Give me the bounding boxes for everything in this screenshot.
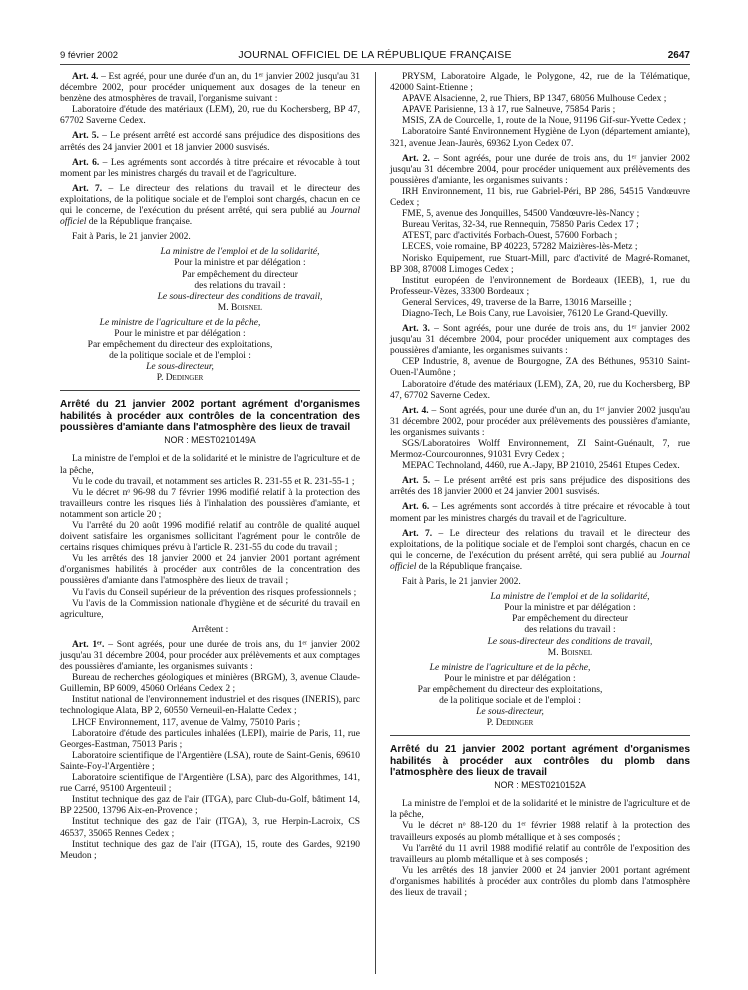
left-column	[60, 72, 360, 862]
org-entry: LECES, voie romaine, BP 40223, 57282 Maizières-lès-Metz ;	[402, 242, 638, 253]
visa: Vu les arrêtés des 18 janvier 2000 et 24 janvier 2001 portant agrément d'organismes habilités à procéder aux contrôles du plomb dans l'atmosphère des lieux de travail ;	[390, 865, 690, 898]
article-2: Art. 2. – Sont agréés, pour une durée de trois ans, du 1ᵉʳ janvier 2002 jusqu'au 31 décembre 2004, pour procéder uniquement aux prélèvements des poussières d'amiante, les organismes suivants :	[390, 153, 690, 186]
visa: Vu le décret nᵒ 96-98 du 7 février 1996 modifié relatif à la protection des travailleurs contre les risques liés à l'inhalation des poussières d'amiante, et notamment son article 20 ;	[60, 487, 360, 520]
org-entry: Laboratoire scientifique de l'Argentière (LSA), route de Saint-Genis, 69610 Sainte-Foy-l'Argentière ;	[60, 750, 360, 772]
org-entry: Laboratoire d'étude des matériaux (LEM), ZA, 20, rue du Kochersberg, BP 47, 67702 Saverne Cedex.	[390, 379, 690, 401]
right-column	[390, 72, 690, 899]
page-number: 2647	[667, 50, 690, 61]
org-entry: APAVE Alsacienne, 2, rue Thiers, BP 1347, 68056 Mulhouse Cedex ;	[402, 94, 667, 105]
signature-date: Fait à Paris, le 21 janvier 2002.	[72, 232, 191, 243]
article-7: Art. 7. – Le directeur des relations du travail et le directeur des exploitations, de la politique sociale et de l'emploi sont chargés, chacun en ce qui le concerne, de l'exécution du présent arrêté, qui sera publié au Journal officiel de la République française.	[60, 183, 361, 228]
org-entry: SGS/Laboratoires Wolff Environnement, ZI Saint-Guénault, 7, rue Mermoz-Courcouronnes, 91031 Evry Cedex ;	[390, 439, 690, 461]
article-4: Art. 4. – Sont agréés, pour une durée d'un an, du 1ᵉʳ janvier 2002 jusqu'au 31 décembre 2002, pour procéder aux prélèvements des poussières d'amiante, les organismes suivants :	[390, 405, 691, 438]
signature-block-labour: La ministre de l'emploi et de la solidarité, Pour la ministre et par délégation : Par empêchement du directeur des relations du travail : Le sous-directeur des conditions de travail, M. Boisnel	[487, 592, 653, 658]
article-4: Art. 4. – Est agréé, pour une durée d'un an, du 1ᵉʳ janvier 2002 jusqu'au 31 décembre 2002, pour procéder uniquement aux dosages de la teneur en benzène des atmosphères de travail, l'organisme suivant :	[60, 72, 361, 105]
section-rule	[390, 735, 690, 736]
org-entry: MEPAC Technoland, 4460, rue A.-Japy, BP 21010, 25461 Etupes Cedex.	[402, 461, 680, 472]
section-rule	[60, 390, 360, 391]
signature-date: Fait à Paris, le 21 janvier 2002.	[402, 577, 521, 588]
visa: La ministre de l'emploi et de la solidarité et le ministre de l'agriculture et de la pêche,	[390, 799, 690, 821]
org-entry: Laboratoire scientifique de l'Argentière (LSA), parc des Algorithmes, 141, rue Carré, 95100 Argenteuil ;	[60, 773, 360, 795]
visa: Vu les arrêtés des 18 janvier 2000 et 24 janvier 2001 portant agrément d'organismes habilités à procéder aux contrôles de la concentration des poussières d'amiante dans l'atmosphère des lieux de travail ;	[60, 554, 360, 587]
issue-date: 9 février 2002	[60, 50, 119, 61]
org-entry: Bureau Veritas, 32-34, rue Rennequin, 75850 Paris Cedex 17 ;	[402, 220, 639, 231]
org-entry: Institut technique des gaz de l'air (ITGA), 3, rue Herpin-Lacroix, CS 46537, 35065 Rennes Cedex ;	[60, 817, 360, 839]
org-entry: Institut national de l'environnement industriel et des risques (INERIS), parc technologique Alata, BP 2, 60550 Verneuil-en-Halatte Cedex ;	[60, 695, 360, 717]
signature-block-labour: La ministre de l'emploi et de la solidarité, Pour la ministre et par délégation : Par empêchement du directeur des relations du travail : Le sous-directeur des conditions de travail, M. Boisnel	[157, 247, 323, 313]
org-entry: Laboratoire d'étude des matériaux (LEM), 20, rue du Kochersberg, BP 47, 67702 Saverne Cedex.	[60, 105, 360, 127]
org-entry: LHCF Environnement, 117, avenue de Valmy, 75010 Paris ;	[72, 717, 301, 728]
org-entry: MSIS, ZA de Courcelle, 1, route de la Noue, 91196 Gif-sur-Yvette Cedex ;	[402, 116, 686, 127]
visa: Vu l'avis de la Commission nationale d'hygiène et de sécurité du travail en agriculture,	[60, 598, 360, 620]
org-entry: Institut européen de l'environnement de Bordeaux (IEEB), 1, rue du Professeur-Vèzes, 33300 Bordeaux ;	[390, 275, 690, 297]
visa: Vu l'arrêté du 11 avril 1988 modifié relatif au contrôle de l'exposition des travailleurs au plomb métallique et à ses composés ;	[390, 843, 690, 865]
decree-title: Arrêté du 21 janvier 2002 portant agrément d'organismes habilités à procéder aux contrôles du plomb dans l'atmosphère des lieux de travail	[390, 744, 690, 778]
signature-block-agriculture: Le ministre de l'agriculture et de la pêche, Pour le ministre et par délégation : Par empêchement du directeur des exploitations, de la politique sociale et de l'emploi : Le sous-directeur, P. Dedinger	[87, 317, 273, 384]
visa: Vu le décret nᵒ 88-120 du 1ᵉʳ février 1988 relatif à la protection des travailleurs exposés au plomb métallique et à ses composés ;	[390, 821, 690, 843]
arretent: Arrêtent :	[191, 624, 229, 635]
org-entry: Institut technique des gaz de l'air (ITGA), parc Club-du-Golf, bâtiment 14, BP 22500, 13796 Aix-en-Provence ;	[60, 795, 360, 817]
article-1: Art. 1ᵉʳ. – Sont agréés, pour une durée de trois ans, du 1ᵉʳ janvier 2002 jusqu'au 31 décembre 2004, pour procéder aux prélèvements et aux comptages des poussières d'amiante, les organismes suivants :	[60, 639, 361, 673]
org-entry: Laboratoire d'étude des particules inhalées (LEPI), mairie de Paris, 11, rue Georges-Eastman, 75013 Paris ;	[60, 728, 360, 750]
visa: La ministre de l'emploi et de la solidarité et le ministre de l'agriculture et de la pêche,	[60, 454, 360, 476]
column-divider	[375, 72, 376, 974]
journal-title: JOURNAL OFFICIEL DE LA RÉPUBLIQUE FRANÇAISE	[238, 49, 512, 61]
decree-nor: NOR : MEST0210149A	[164, 435, 256, 446]
org-entry: IRH Environnement, 11 bis, rue Gabriel-Péri, BP 286, 54515 Vandœuvre Cedex ;	[390, 186, 690, 209]
article-3: Art. 3. – Sont agréés, pour une durée de trois ans, du 1ᵉʳ janvier 2002 jusqu'au 31 décembre 2004, pour procéder uniquement aux comptages des poussières d'amiante, les organismes suivants :	[390, 324, 690, 357]
article-5: Art. 5. – Le présent arrêté est accordé sans préjudice des dispositions des arrêtés des 24 janvier 2001 et 18 janvier 2000 susvisés.	[60, 131, 360, 153]
org-entry: Diagno-Tech, Le Bois Cany, rue Lavoisier, 76120 Le Grand-Quevilly.	[402, 308, 668, 319]
org-entry: CEP Industrie, 8, avenue de Bourgogne, ZA des Béthunes, 95310 Saint-Ouen-l'Aumône ;	[390, 357, 690, 379]
decree-nor: NOR : MEST0210152A	[494, 780, 586, 791]
article-7: Art. 7. – Le directeur des relations du travail et le directeur des exploitations, de la politique sociale et de l'emploi sont chargés, chacun en ce qui le concerne, de l'exécution du présent arrêté, qui sera publié au Journal officiel de la République française.	[390, 528, 691, 572]
visa: Vu le code du travail, et notamment ses articles R. 231-55 et R. 231-55-1 ;	[72, 476, 355, 487]
org-entry: APAVE Parisienne, 13 à 17, rue Salneuve, 75854 Paris ;	[402, 105, 616, 116]
org-entry: ATEST, parc d'activités Forbach-Ouest, 57600 Forbach ;	[402, 231, 618, 242]
signature-block-agriculture: Le ministre de l'agriculture et de la pêche, Pour le ministre et par délégation : Par empêchement du directeur des exploitations, de la politique sociale et de l'emploi : Le sous-directeur, P. Dedinger	[417, 662, 603, 729]
visa: Vu l'avis du Conseil supérieur de la prévention des risques professionnels ;	[72, 587, 357, 598]
article-6: Art. 6. – Les agréments sont accordés à titre précaire et révocable à tout moment par les ministres chargés du travail et de l'agriculture.	[390, 502, 691, 524]
decree-title: Arrêté du 21 janvier 2002 portant agrément d'organismes habilités à procéder aux contrôles de la concentration des poussières d'amiante dans l'atmosphère des lieux de travail	[60, 399, 360, 434]
org-entry: General Services, 49, traverse de la Barre, 13016 Marseille ;	[402, 297, 632, 308]
article-6: Art. 6. – Les agréments sont accordés à titre précaire et révocable à tout moment par les ministres chargés du travail et de l'agriculture.	[60, 157, 361, 179]
visa: Vu l'arrêté du 20 août 1996 modifié relatif au contrôle de qualité auquel doivent satisfaire les organismes sollicitant l'agrément pour le contrôle de certains risques chimiques prévu à l'article R. 231-55 du code du travail ;	[60, 520, 360, 554]
org-entry: Norisko Equipement, rue Stuart-Mill, parc d'activité de Magré-Romanet, BP 308, 87008 Limoges Cedex ;	[390, 253, 690, 275]
org-entry: FME, 5, avenue des Jonquilles, 54500 Vandœuvre-lès-Nancy ;	[402, 209, 640, 220]
org-entry: Institut technique des gaz de l'air (ITGA), 15, route des Gardes, 92190 Meudon ;	[60, 839, 360, 861]
running-header	[60, 50, 690, 65]
org-entry: Laboratoire Santé Environnement Hygiène de Lyon (département amiante), 321, avenue Jean-Jaurès, 69362 Lyon Cedex 07.	[390, 127, 690, 149]
org-entry: Bureau de recherches géologiques et minières (BRGM), 3, avenue Claude-Guillemin, BP 6009, 45060 Orléans Cedex 2 ;	[60, 673, 360, 695]
article-5: Art. 5. – Le présent arrêté est pris sans préjudice des dispositions des arrêtés des 18 janvier 2000 et 24 janvier 2001 susvisés.	[390, 476, 690, 498]
org-entry: PRYSM, Laboratoire Algade, le Polygone, 42, rue de la Télématique, 42000 Saint-Etienne ;	[390, 72, 690, 94]
